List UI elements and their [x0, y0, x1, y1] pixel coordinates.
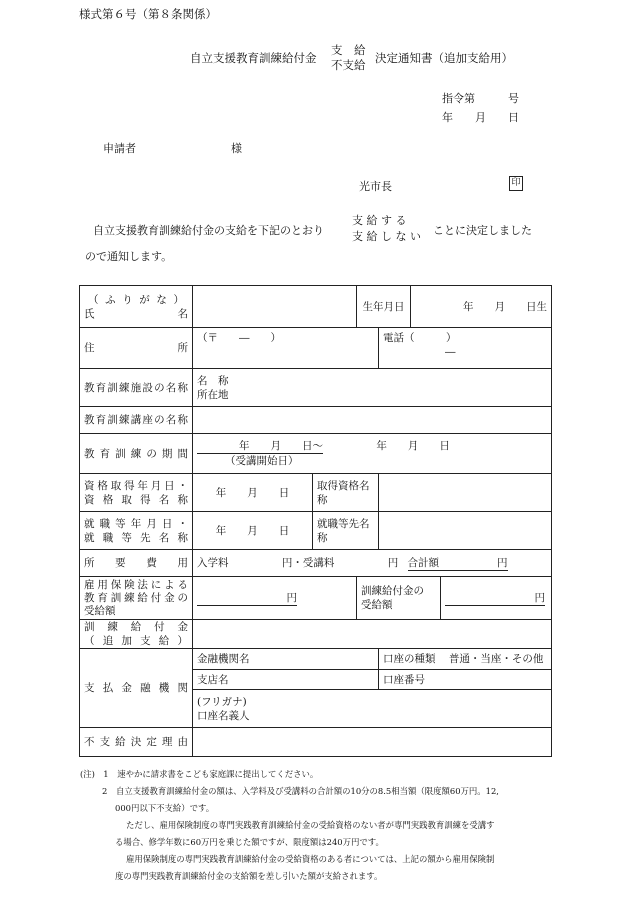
birth-value[interactable]: 年 月 日生: [411, 286, 552, 328]
acct-type-options: 普通・当座・その他: [448, 653, 544, 665]
row-bank-1: [80, 649, 552, 670]
ei-label-cell: [80, 577, 193, 620]
bank-label: 支払金融機関: [80, 649, 193, 728]
reason-label: 不支給決定理由: [80, 728, 193, 757]
job-date[interactable]: 年 月 日: [193, 512, 313, 550]
phone-dash: ―: [445, 346, 456, 358]
title-option-nongrant: 不支給: [331, 58, 366, 72]
order-number: 指令第 号: [442, 92, 519, 105]
name-label: 氏名: [84, 307, 188, 320]
body-options: [352, 213, 421, 245]
body-text-2: ことに決定しました: [433, 224, 532, 237]
facility-value[interactable]: [193, 369, 552, 407]
body-option-grant: 支 給 す る: [352, 214, 407, 227]
title-prefix: 自立支援教育訓練給付金: [190, 51, 317, 65]
applicant-honorific: 様: [231, 142, 242, 155]
ei-label-2: 教育訓練給付金の: [84, 591, 188, 604]
train-amount[interactable]: [441, 577, 552, 620]
seal-mark: 印: [509, 176, 523, 191]
cost-label: 所要費用: [80, 550, 193, 577]
row-grant: [80, 620, 552, 649]
acct-type-cell[interactable]: [379, 649, 552, 670]
period-end: 年 月 日: [376, 440, 450, 452]
ei-amount[interactable]: [193, 577, 357, 620]
train-label-1: 訓練給付金の: [361, 585, 424, 597]
cost-value[interactable]: [193, 550, 552, 577]
course-value[interactable]: [193, 407, 552, 434]
title-suffix: 決定通知書（追加支給用）: [375, 51, 513, 65]
issue-date: 年 月 日: [442, 111, 519, 124]
cost-total-yen: 円: [497, 556, 508, 569]
body-option-nongrant: 支 給 し な い: [352, 230, 421, 243]
grant-value[interactable]: [193, 620, 552, 649]
row-qualification: [80, 474, 552, 512]
ei-label-1: 雇用保険法による: [84, 578, 188, 591]
note-2-number: 2: [102, 786, 108, 796]
note-1-text: 速やかに請求書をこども家庭課に提出してください。: [117, 769, 319, 779]
row-facility: [80, 369, 552, 407]
note-1-number: (注) 1: [80, 769, 109, 779]
facility-label: 教育訓練施設の名称: [80, 369, 193, 407]
period-note: （受講開始日）: [225, 455, 299, 467]
row-employment-insurance: [80, 577, 552, 620]
train-yen: 円: [445, 591, 545, 606]
note-2-text-d: る場合、修学年数に60万円を乗じた額ですが、限度額は240万円です。: [115, 837, 384, 847]
address-value[interactable]: [193, 328, 379, 369]
application-table: [79, 285, 552, 757]
job-label-1: 就職等年月日・: [84, 517, 188, 530]
job-name-value[interactable]: [379, 512, 552, 550]
train-label-cell: [357, 577, 441, 620]
note-2-text-f: 度の専門実践教育訓練給付金の支給額を差し引いた額が支給されます。: [115, 871, 383, 881]
postal-code: （〒 ― ）: [197, 332, 281, 344]
qual-name-label: 取得資格名称: [313, 474, 379, 512]
birth-label: 生年月日: [357, 286, 411, 328]
qual-label-2: 資格取得名称: [84, 493, 188, 506]
body-text-1: 自立支援教育訓練給付金の支給を下記のとおり: [93, 224, 324, 237]
facility-name-label: 名 称: [197, 374, 229, 387]
qual-date[interactable]: 年 月 日: [193, 474, 313, 512]
cost-total: [408, 556, 508, 571]
acct-type-label: 口座の種類: [383, 653, 436, 665]
row-name: [80, 286, 552, 328]
applicant-label: 申請者: [103, 142, 136, 155]
cost-tuition-yen: 円: [387, 556, 399, 569]
job-name-label: 就職等先名称: [313, 512, 379, 550]
qual-label-1: 資格取得年月日・: [84, 479, 188, 492]
bank-name-label[interactable]: 金融機関名: [193, 649, 379, 670]
grant-label-2: （追加支給）: [84, 635, 188, 647]
qual-name-value[interactable]: [379, 474, 552, 512]
qual-label-cell: [80, 474, 193, 512]
cost-admission-label: 入学料: [197, 556, 229, 569]
holder-label: 口座名義人: [197, 709, 250, 722]
row-course: [80, 407, 552, 434]
grant-label-cell: [80, 620, 193, 649]
job-label-cell: [80, 512, 193, 550]
phone-label: 電話（ ）: [383, 332, 457, 344]
note-2: [80, 783, 550, 800]
period-label: 教育訓練の期間: [80, 434, 193, 474]
note-1: [80, 766, 550, 783]
branch-label[interactable]: 支店名: [193, 670, 379, 690]
row-cost: [80, 550, 552, 577]
course-label: 教育訓練講座の名称: [80, 407, 193, 434]
phone-cell[interactable]: [379, 328, 552, 369]
address-label: 住所: [80, 328, 193, 369]
reason-value[interactable]: [193, 728, 552, 757]
furigana-label: （ふりがな）: [88, 293, 184, 306]
ei-yen: 円: [197, 591, 297, 606]
note-2-text-a: 自立支援教育訓練給付金の額は、入学料及び受講料の合計額の10分の8.5相当額（限度額60万円。12,: [116, 786, 499, 796]
row-period: [80, 434, 552, 474]
issuer-name: 光市長: [359, 180, 392, 193]
row-reason: [80, 728, 552, 757]
period-value[interactable]: [193, 434, 552, 474]
kana-label: (フリガナ): [197, 695, 247, 708]
facility-location-label: 所在地: [197, 388, 229, 401]
note-2-text-c: ただし、雇用保険制度の専門実践教育訓練給付金の受給資格のない者が専門実践教育訓練を受講す: [126, 820, 495, 830]
ei-label-3: 受給額: [84, 604, 116, 617]
form-number: 様式第６号（第８条関係）: [79, 7, 217, 21]
title-option-grant: 支 給: [331, 43, 366, 57]
body-text-3: ので通知します。: [85, 250, 173, 263]
job-label-2: 就職等先名称: [84, 531, 188, 544]
train-label-2: 受給額: [361, 599, 393, 611]
notes: [80, 766, 550, 885]
note-2-text-b: 000円以下不支給）です。: [115, 803, 215, 813]
title-options: [331, 43, 366, 73]
name-value[interactable]: [193, 286, 357, 328]
note-2-text-e: 雇用保険制度の専門実践教育訓練給付金の受給資格のある者については、上記の額から雇用保険制: [126, 854, 495, 864]
row-address: [80, 328, 552, 369]
row-employment: [80, 512, 552, 550]
acct-number-label[interactable]: 口座番号: [379, 670, 552, 690]
cost-total-label: 合計額: [407, 556, 440, 569]
name-label-cell: [80, 286, 193, 328]
cost-tuition-label: 円・受講料: [281, 556, 335, 569]
holder-cell[interactable]: [193, 690, 552, 728]
period-start: 年 月 日～: [197, 439, 323, 454]
grant-label-1: 訓練給付金: [84, 621, 188, 633]
